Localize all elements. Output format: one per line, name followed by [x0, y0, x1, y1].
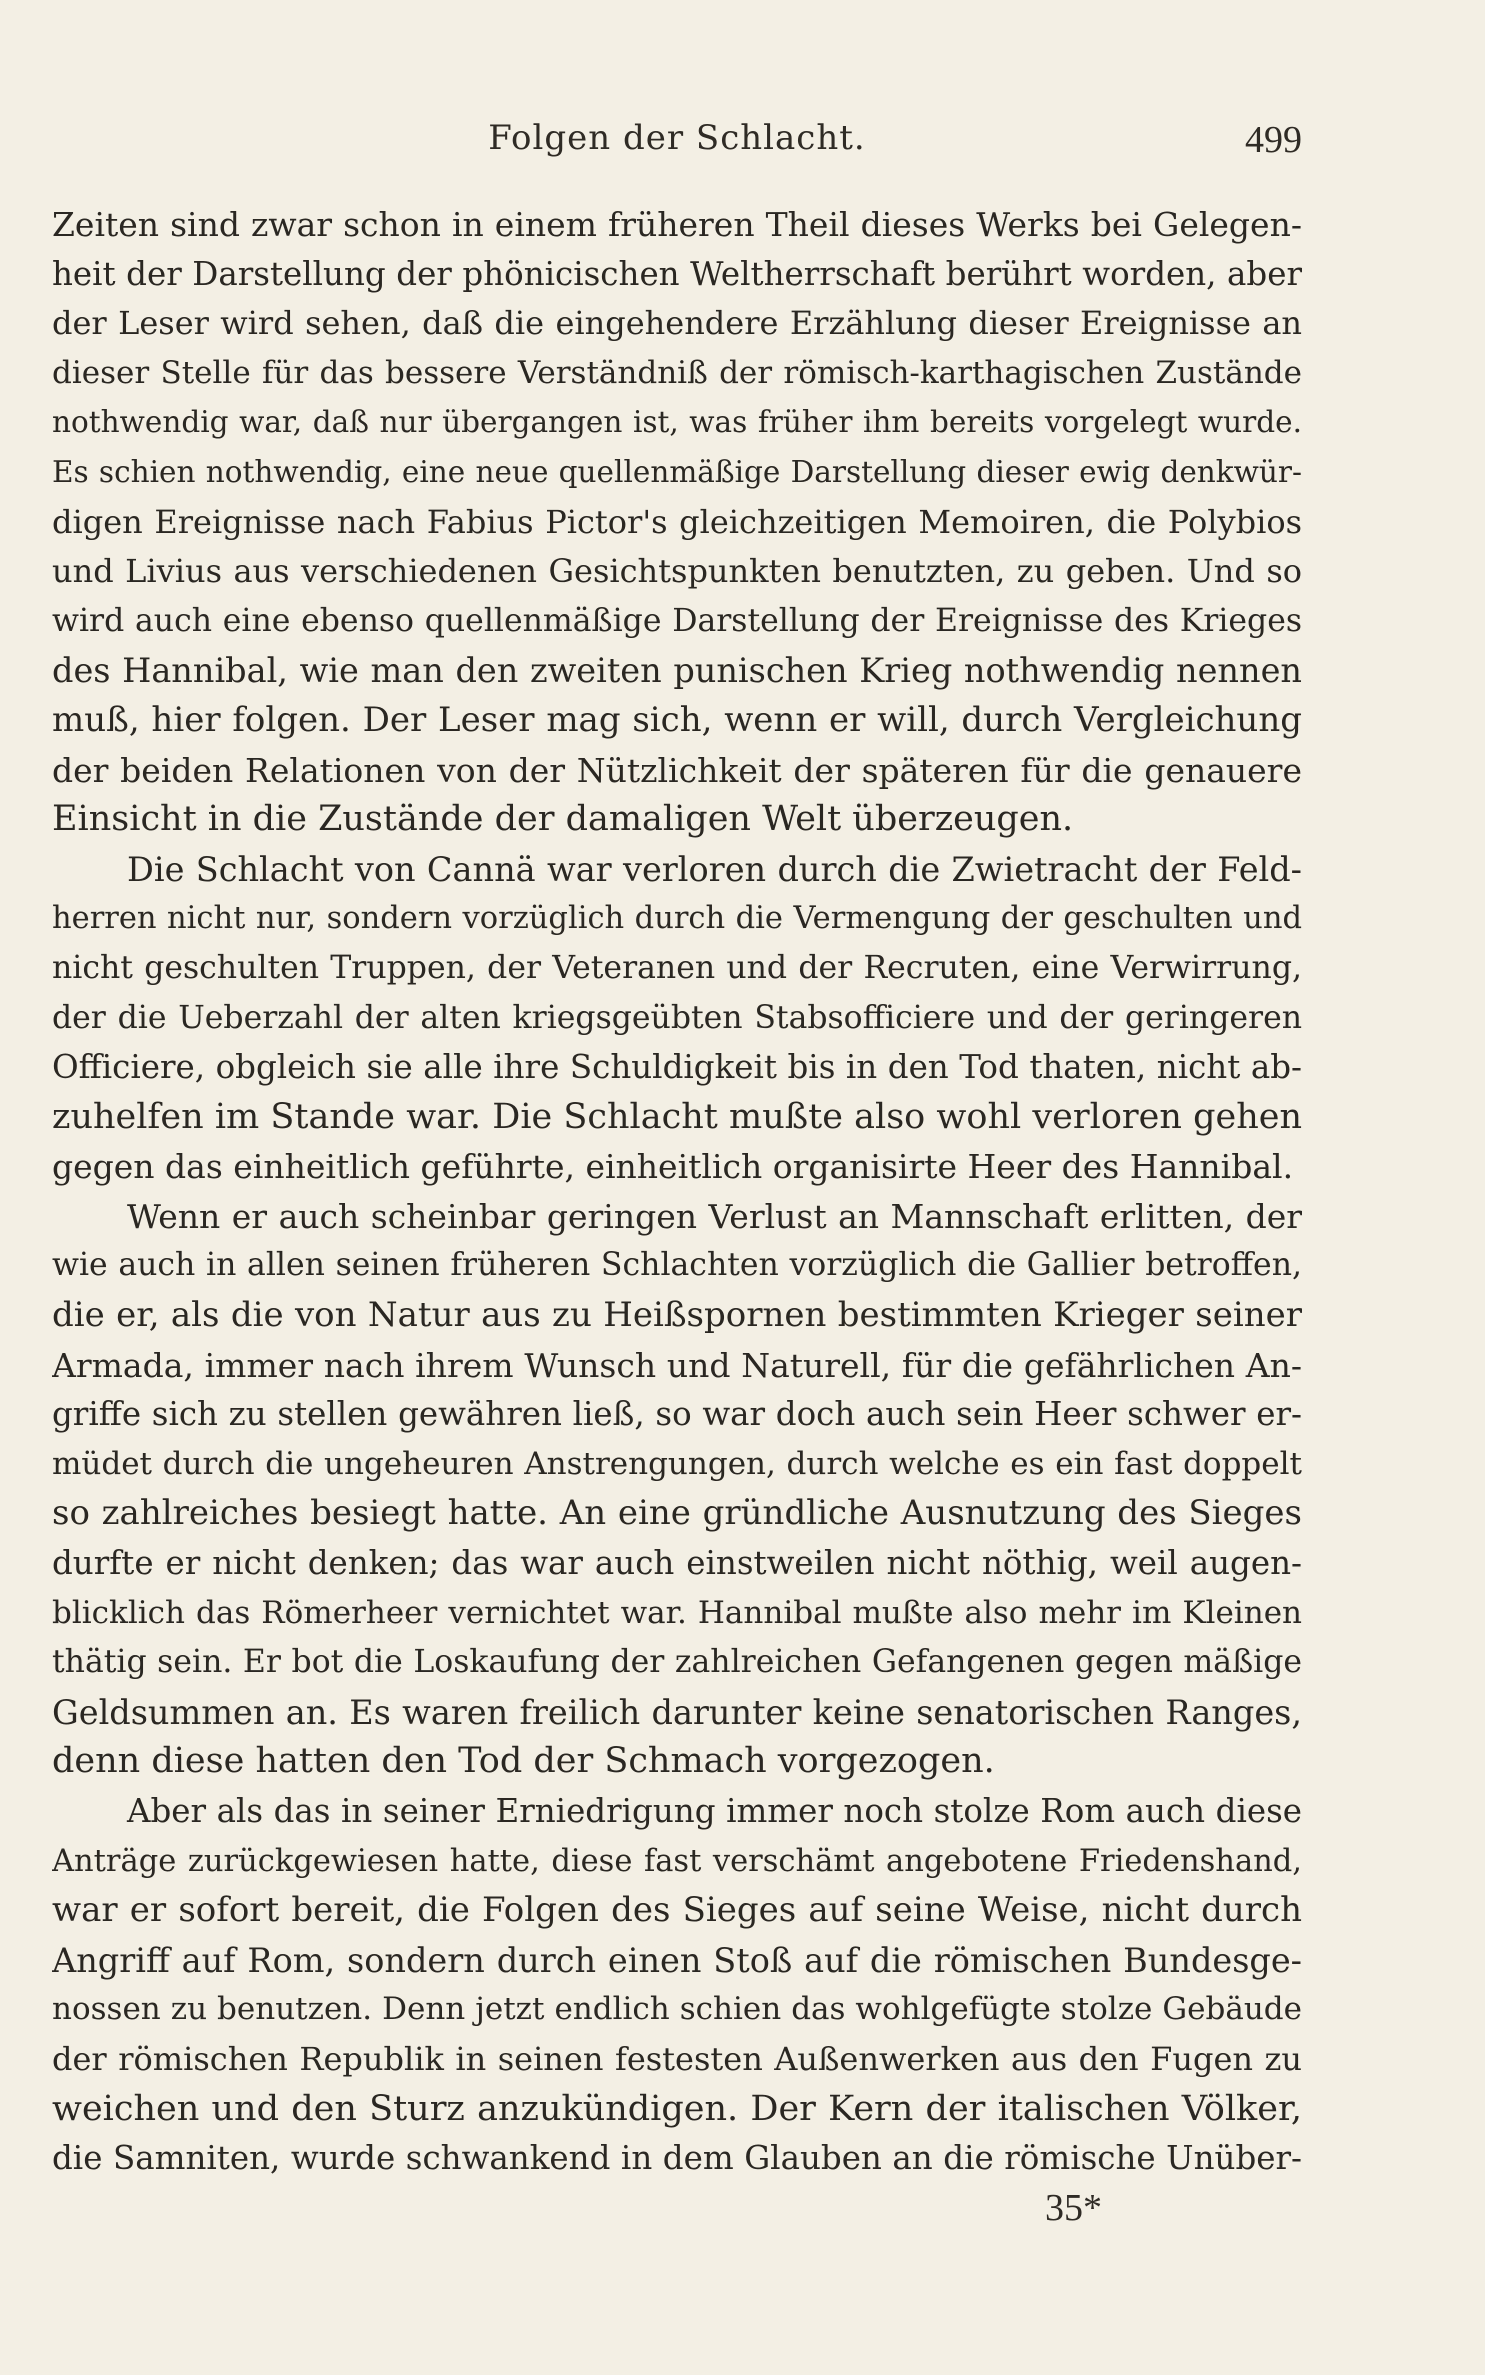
text-line: dieser Stelle für das bessere Verständniß der römisch-karthagischen Zustände	[52, 354, 1302, 391]
text-line: der beiden Relationen von der Nützlichkeit der späteren für die genauere	[52, 750, 1302, 790]
text-line: nossen zu benutzen. Denn jetzt endlich schien das wohlgefügte stolze Gebäude	[52, 1991, 1302, 2028]
text-line: der die Ueberzahl der alten kriegsgeübten Stabsofficiere und der geringeren	[52, 999, 1302, 1036]
text-line: griffe sich zu stellen gewähren ließ, so war doch auch sein Heer schwer er-	[52, 1395, 1302, 1434]
text-line: Wenn er auch scheinbar geringen Verlust an Mannschaft erlitten, der	[127, 1196, 1302, 1236]
text-line: durfte er nicht denken; das war auch einstweilen nicht nöthig, weil augen-	[52, 1544, 1302, 1583]
text-line: Anträge zurückgewiesen hatte, diese fast verschämt angebotene Friedenshand,	[52, 1843, 1302, 1879]
text-line: blicklich das Römerheer vernichtet war. Hannibal mußte also mehr im Kleinen	[52, 1594, 1302, 1631]
text-line: Armada, immer nach ihrem Wunsch und Naturell, für die gefährlichen An-	[52, 1345, 1302, 1385]
text-line: Einsicht in die Zustände der damaligen Welt überzeugen.	[52, 799, 1074, 840]
text-line: war er sofort bereit, die Folgen des Sieges auf seine Weise, nicht durch	[52, 1890, 1302, 1931]
text-line: thätig sein. Er bot die Loskaufung der zahlreichen Gefangenen gegen mäßige	[52, 1644, 1302, 1681]
text-line: müdet durch die ungeheuren Anstrengungen, durch welche es ein fast doppelt	[52, 1445, 1302, 1482]
text-line: Officiere, obgleich sie alle ihre Schuldigkeit bis in den Tod thaten, nicht ab-	[52, 1048, 1302, 1087]
running-head	[52, 118, 1302, 168]
text-line: nothwendig war, daß nur übergangen ist, was früher ihm bereits vorgelegt wurde.	[52, 405, 1302, 440]
text-line: der Leser wird sehen, daß die eingehendere Erzählung dieser Ereignisse an	[52, 304, 1302, 343]
text-line: Angriff auf Rom, sondern durch einen Stoß auf die römischen Bundesge-	[52, 1940, 1302, 1980]
text-line: so zahlreiches besiegt hatte. An eine gründliche Ausnutzung des Sieges	[52, 1493, 1302, 1534]
text-line: wie auch in allen seinen früheren Schlachten vorzüglich die Gallier betroffen,	[52, 1247, 1302, 1284]
text-line: gegen das einheitlich geführte, einheitlich organisirte Heer des Hannibal.	[52, 1147, 1294, 1187]
text-line: Geldsummen an. Es waren freilich darunter keine senatorischen Ranges,	[52, 1692, 1302, 1732]
text-line: denn diese hatten den Tod der Schmach vorgezogen.	[52, 1741, 995, 1782]
text-line: die er, als die von Natur aus zu Heißspornen bestimmten Krieger seiner	[52, 1295, 1302, 1336]
text-line: weichen und den Sturz anzukündigen. Der Kern der italischen Völker,	[52, 2088, 1302, 2129]
text-line: der römischen Republik in seinen festesten Außenwerken aus den Fugen zu	[52, 2039, 1302, 2078]
text-line: nicht geschulten Truppen, der Veteranen und der Recruten, eine Verwirrung,	[52, 949, 1302, 986]
text-line: Aber als das in seiner Erniedrigung immer noch stolze Rom auch diese	[127, 1792, 1302, 1830]
page-number: 499	[1245, 119, 1302, 161]
text-line: muß, hier folgen. Der Leser mag sich, wenn er will, durch Vergleichung	[52, 699, 1302, 740]
text-line: und Livius aus verschiedenen Gesichtspunkten benutzten, zu geben. Und so	[52, 552, 1302, 591]
text-line: Die Schlacht von Cannä war verloren durch die Zwietracht der Feld-	[127, 849, 1302, 889]
text-line: die Samniten, wurde schwankend in dem Glauben an die römische Unüber-	[52, 2139, 1302, 2178]
text-line: heit der Darstellung der phönicischen Weltherrschaft berührt worden, aber	[52, 254, 1302, 293]
text-line: zuhelfen im Stande war. Die Schlacht mußte also wohl verloren gehen	[52, 1096, 1302, 1137]
running-title: Folgen der Schlacht.	[488, 118, 866, 158]
text-line: wird auch eine ebenso quellenmäßige Darstellung der Ereignisse des Krieges	[52, 602, 1302, 639]
text-line: Es schien nothwendig, eine neue quellenmäßige Darstellung dieser ewig denkwür-	[52, 454, 1302, 489]
text-line: digen Ereignisse nach Fabius Pictor's gleichzeitigen Memoiren, die Polybios	[52, 502, 1302, 541]
signature-mark: 35*	[1045, 2187, 1102, 2229]
body-text	[52, 200, 1302, 2184]
text-line: herren nicht nur, sondern vorzüglich durch die Vermengung der geschulten und	[52, 901, 1302, 937]
text-line: des Hannibal, wie man den zweiten punischen Krieg nothwendig nennen	[52, 651, 1302, 691]
text-line: Zeiten sind zwar schon in einem früheren Theil dieses Werks bei Gelegen-	[52, 205, 1302, 244]
